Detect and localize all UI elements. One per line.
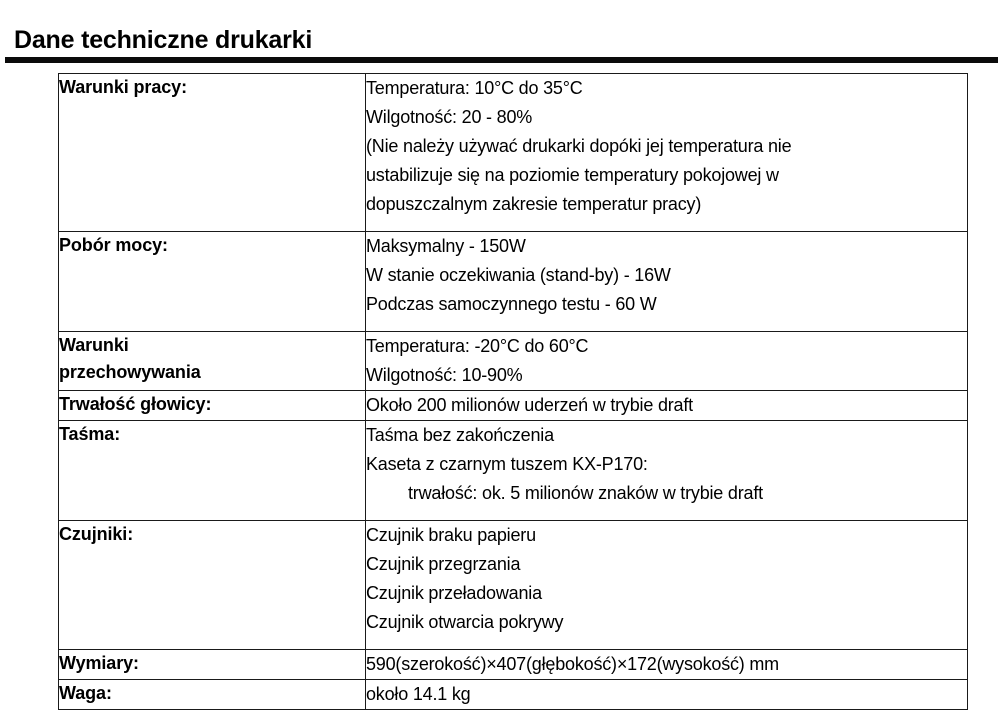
table-row <box>59 650 968 680</box>
spec-value-line: W stanie oczekiwania (stand-by) - 16W <box>366 265 671 285</box>
table-row <box>59 391 968 421</box>
spec-label-cell <box>59 332 366 391</box>
spec-value-cell <box>366 332 968 391</box>
spec-value-cell <box>366 421 968 521</box>
spec-value-line: Maksymalny - 150W <box>366 236 526 256</box>
specifications-table-body <box>59 74 968 710</box>
spec-value-cell <box>366 232 968 332</box>
spec-value-line: Taśma bez zakończenia <box>366 425 554 445</box>
spec-value-line: Około 200 milionów uderzeń w trybie draft <box>366 395 693 415</box>
spec-label-line: Waga: <box>59 683 112 703</box>
spec-label-cell <box>59 650 366 680</box>
spec-value-line: Kaseta z czarnym tuszem KX-P170: <box>366 454 648 474</box>
printer-specifications-table <box>58 73 968 710</box>
table-row <box>59 232 968 332</box>
spec-value-line: Czujnik przegrzania <box>366 554 521 574</box>
spec-label-cell <box>59 521 366 650</box>
spec-value-line: Temperatura: -20°C do 60°C <box>366 336 589 356</box>
spec-value-cell <box>366 74 968 232</box>
spec-label-line: przechowywania <box>59 362 201 382</box>
spec-label-cell <box>59 74 366 232</box>
spec-label-line: Pobór mocy: <box>59 235 168 255</box>
spec-label-line: Trwałość głowicy: <box>59 394 212 414</box>
spec-label-cell <box>59 391 366 421</box>
spec-value-line: 590(szerokość)×407(głębokość)×172(wysokość) mm <box>366 654 779 674</box>
spec-value-line: ustabilizuje się na poziomie temperatury pokojowej w <box>366 165 779 185</box>
table-row <box>59 521 968 650</box>
spec-value-line: Wilgotność: 20 - 80% <box>366 107 533 127</box>
spec-label-line: Warunki <box>59 335 129 355</box>
spec-label-cell <box>59 680 366 710</box>
table-row <box>59 332 968 391</box>
spec-value-line: trwałość: ok. 5 milionów znaków w trybie draft <box>408 483 763 503</box>
page-title: Dane techniczne drukarki <box>14 25 313 54</box>
spec-label-cell <box>59 421 366 521</box>
spec-value-line: Temperatura: 10°C do 35°C <box>366 78 583 98</box>
spec-label-line: Czujniki: <box>59 524 134 544</box>
spec-value-line: (Nie należy używać drukarki dopóki jej temperatura nie <box>366 136 792 156</box>
spec-value-line: dopuszczalnym zakresie temperatur pracy) <box>366 194 702 214</box>
spec-value-cell <box>366 521 968 650</box>
title-divider-rule <box>5 57 998 63</box>
spec-value-line: Wilgotność: 10-90% <box>366 365 523 385</box>
spec-value-line: Podczas samoczynnego testu - 60 W <box>366 294 657 314</box>
spec-value-cell <box>366 680 968 710</box>
table-row <box>59 680 968 710</box>
spec-label-cell <box>59 232 366 332</box>
table-row <box>59 421 968 521</box>
spec-label-line: Taśma: <box>59 424 121 444</box>
spec-value-cell <box>366 650 968 680</box>
spec-value-line: około 14.1 kg <box>366 684 471 704</box>
spec-value-line: Czujnik otwarcia pokrywy <box>366 612 564 632</box>
spec-label-line: Wymiary: <box>59 653 139 673</box>
spec-label-line: Warunki pracy: <box>59 77 187 97</box>
spec-value-line: Czujnik przeładowania <box>366 583 542 603</box>
spec-value-cell <box>366 391 968 421</box>
table-row <box>59 74 968 232</box>
spec-value-line: Czujnik braku papieru <box>366 525 536 545</box>
